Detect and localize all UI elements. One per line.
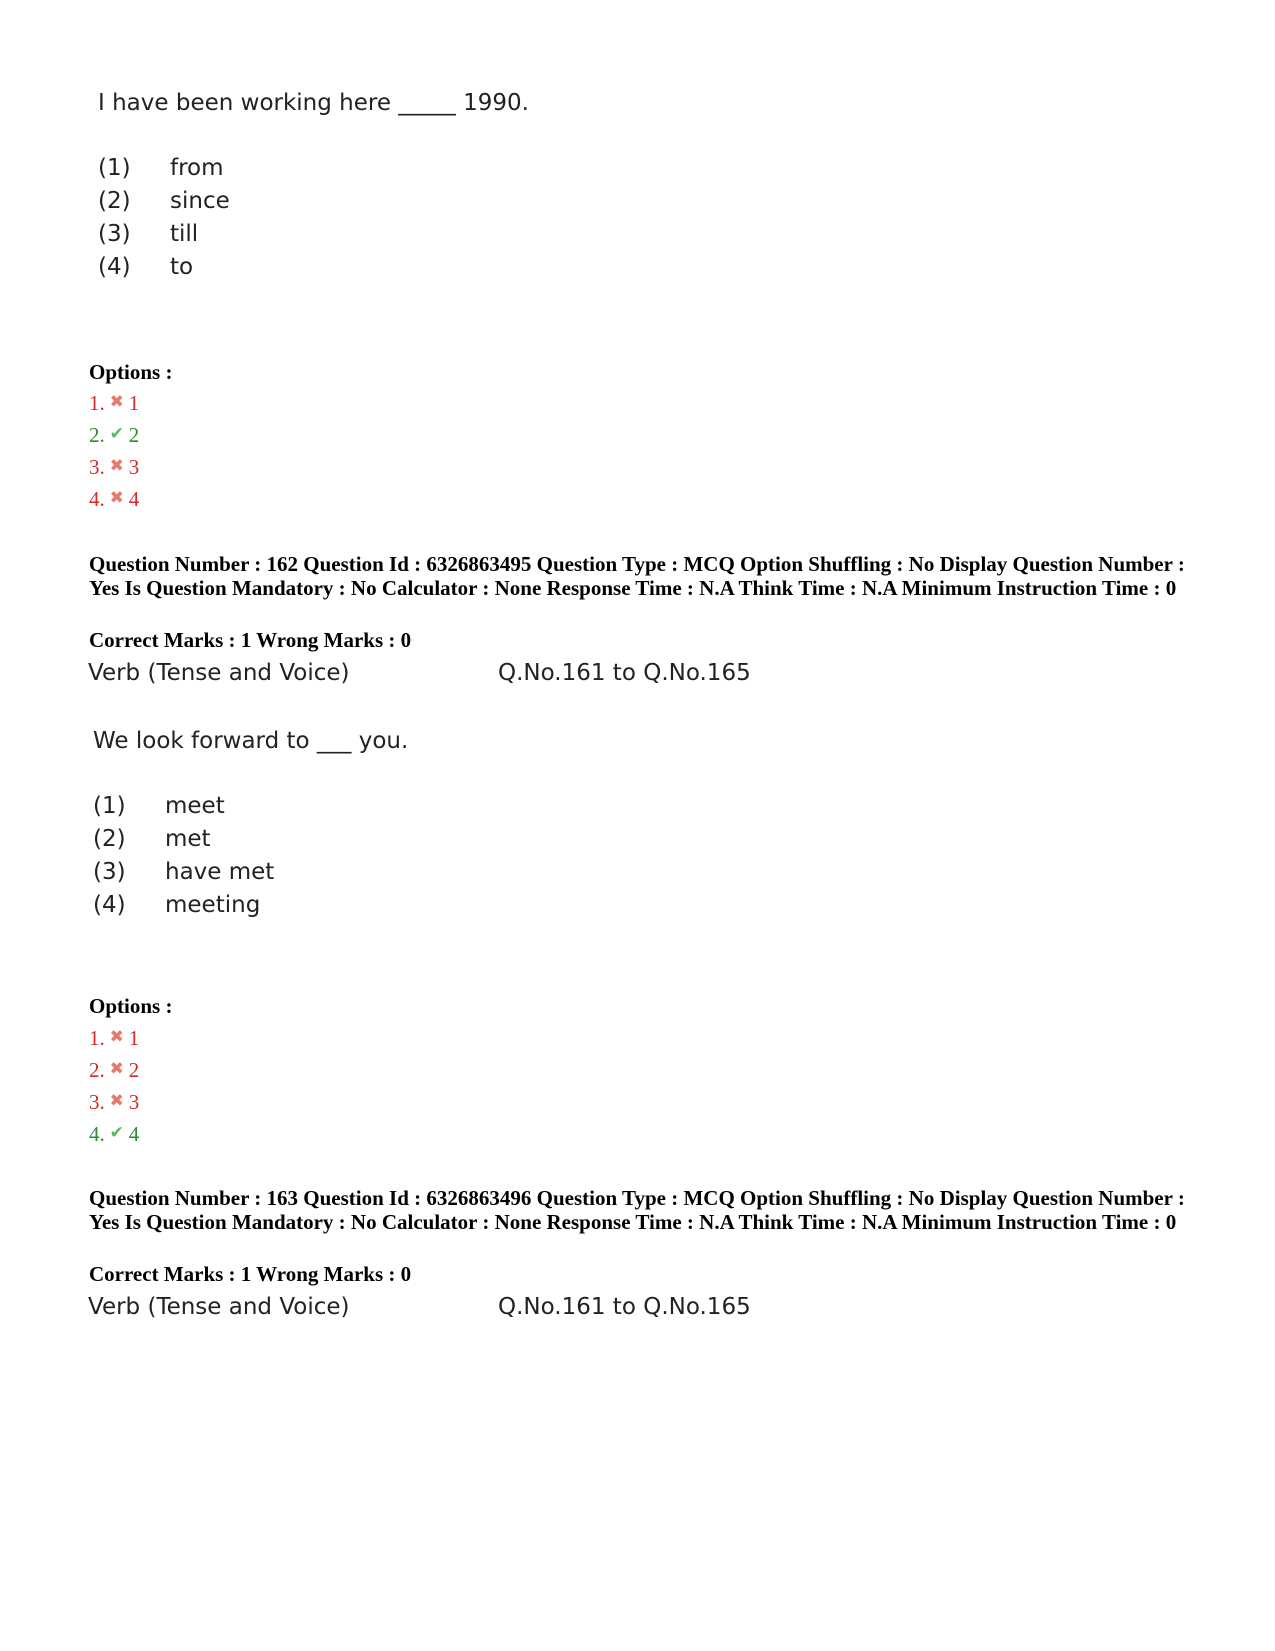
options-list-161 xyxy=(89,386,139,514)
question-text-162: We look forward to ___ you. xyxy=(93,728,409,754)
option-row: 4. ✖ 4 xyxy=(89,482,139,514)
question-meta-163: Question Number : 163 Question Id : 6326863496 Question Type : MCQ Option Shuffling : No Display Question Number : Yes Is Question Mandatory : No Calculator : None Response Time : N.A Think Time : N.A Minimum Instruction Time : 0 xyxy=(89,1186,1185,1234)
choice-item: (1) from xyxy=(98,155,224,181)
choice-item: (4) to xyxy=(98,254,194,280)
choice-item: (1) meet xyxy=(93,793,225,819)
option-row: 4. ✔ 4 xyxy=(89,1117,139,1149)
options-heading: Options : xyxy=(89,360,173,384)
wrong-icon: ✖ xyxy=(109,1027,124,1046)
option-row: 1. ✖ 1 xyxy=(89,1021,139,1053)
section-range-162: Q.No.161 to Q.No.165 xyxy=(498,660,751,686)
section-range-163: Q.No.161 to Q.No.165 xyxy=(498,1294,751,1320)
choice-item: (4) meeting xyxy=(93,892,261,918)
choice-list-161 xyxy=(98,152,230,284)
wrong-icon: ✖ xyxy=(109,488,124,507)
wrong-icon: ✖ xyxy=(109,456,124,475)
choice-item: (3) till xyxy=(98,221,199,247)
correct-icon: ✔ xyxy=(109,1123,124,1142)
correct-icon: ✔ xyxy=(109,424,124,443)
wrong-icon: ✖ xyxy=(109,392,124,411)
options-list-162 xyxy=(89,1021,139,1149)
choice-item: (2) met xyxy=(93,826,211,852)
section-title-162: Verb (Tense and Voice) xyxy=(88,660,350,686)
choice-item: (2) since xyxy=(98,188,230,214)
options-heading: Options : xyxy=(89,994,173,1018)
option-row: 3. ✖ 3 xyxy=(89,1085,139,1117)
question-meta-162: Question Number : 162 Question Id : 6326863495 Question Type : MCQ Option Shuffling : No Display Question Number : Yes Is Question Mandatory : No Calculator : None Response Time : N.A Think Time : N.A Minimum Instruction Time : 0 xyxy=(89,552,1185,600)
option-row: 3. ✖ 3 xyxy=(89,450,139,482)
choice-list-162 xyxy=(93,790,274,922)
wrong-icon: ✖ xyxy=(109,1059,124,1078)
section-title-163: Verb (Tense and Voice) xyxy=(88,1294,350,1320)
wrong-icon: ✖ xyxy=(109,1091,124,1110)
marks-163: Correct Marks : 1 Wrong Marks : 0 xyxy=(89,1262,412,1286)
marks-162: Correct Marks : 1 Wrong Marks : 0 xyxy=(89,628,412,652)
option-row: 2. ✖ 2 xyxy=(89,1053,139,1085)
option-row: 1. ✖ 1 xyxy=(89,386,139,418)
question-text-161: I have been working here _____ 1990. xyxy=(98,90,529,116)
option-row: 2. ✔ 2 xyxy=(89,418,139,450)
choice-item: (3) have met xyxy=(93,859,275,885)
